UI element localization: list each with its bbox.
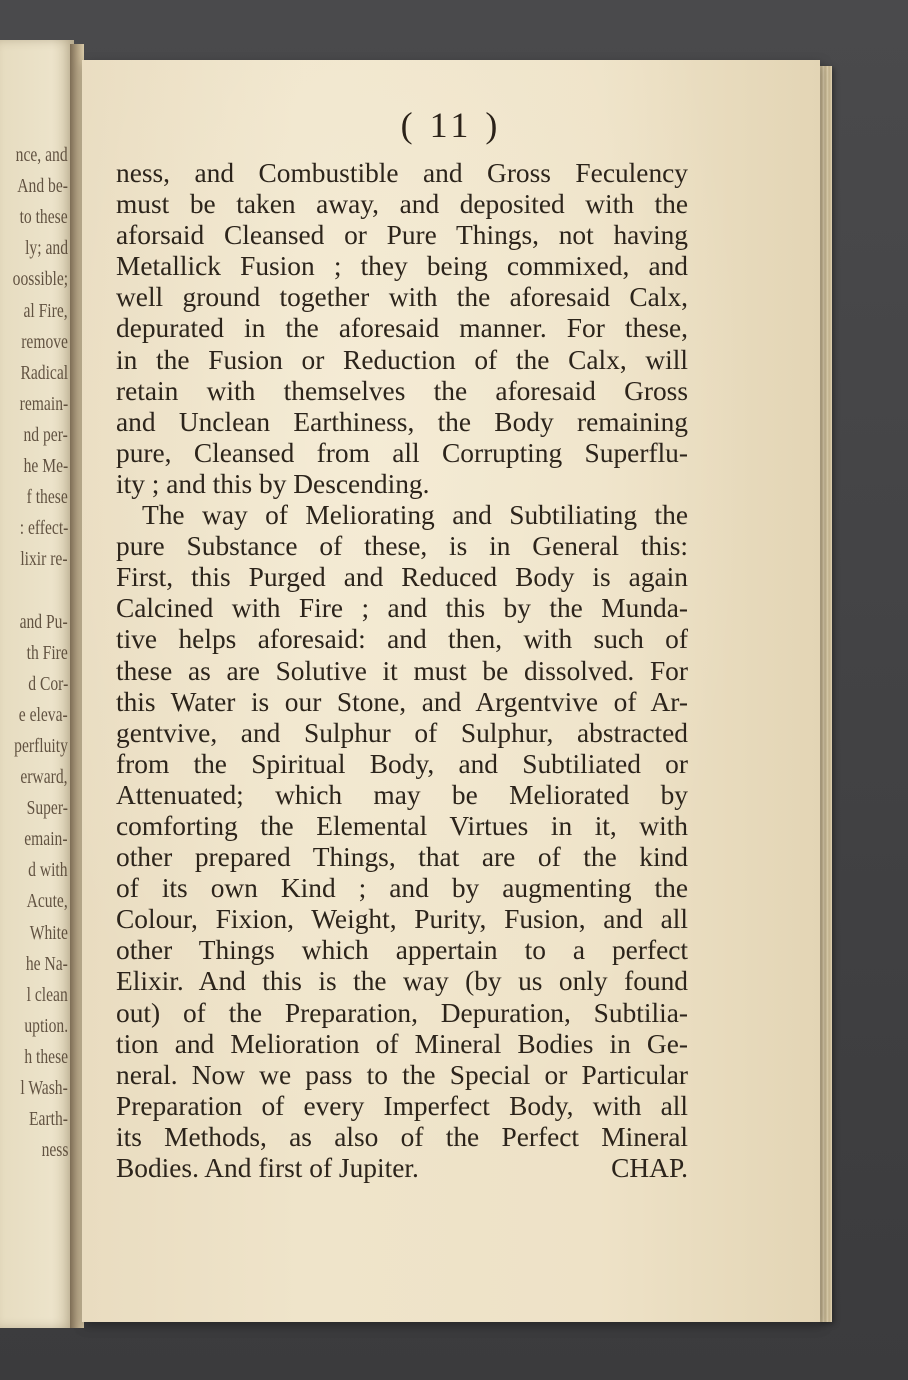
body-text bbox=[116, 158, 688, 1184]
text-line: aforsaid Cleansed or Pure Things, not having bbox=[116, 220, 688, 251]
facing-page-fragment: emain- bbox=[24, 828, 68, 851]
facing-page-fragment: Acute, bbox=[26, 890, 68, 913]
facing-page-fragment: White bbox=[29, 921, 68, 944]
facing-page-fragment: oossible; bbox=[12, 268, 68, 291]
page-number: ( 11 ) bbox=[400, 105, 502, 145]
text-line: pure, Cleansed from all Corrupting Superflu- bbox=[116, 437, 688, 468]
facing-page-fragment: to these bbox=[19, 206, 68, 229]
facing-page-fragment: Earth- bbox=[29, 1108, 68, 1131]
text-line: pure Substance of these, is in General this: bbox=[116, 531, 688, 562]
text-line: from the Spiritual Body, and Subtiliated or bbox=[116, 748, 688, 779]
text-line: gentvive, and Sulphur of Sulphur, abstracted bbox=[116, 717, 688, 748]
facing-page-fragment: h these bbox=[24, 1045, 68, 1068]
text-line: in the Fusion or Reduction of the Calx, will bbox=[116, 344, 688, 375]
text-line: its Methods, as also of the Perfect Mineral bbox=[116, 1121, 688, 1152]
facing-page-fragment: f these bbox=[26, 486, 68, 509]
facing-page-fragment: perfluity bbox=[14, 734, 68, 757]
text-line: of its own Kind ; and by augmenting the bbox=[116, 873, 688, 904]
facing-page-fragment: he Na- bbox=[25, 952, 68, 975]
text-line: Colour, Fixion, Weight, Purity, Fusion, and all bbox=[116, 904, 688, 935]
text-line: these as are Solutive it must be dissolved. For bbox=[116, 655, 688, 686]
text-line: comforting the Elemental Virtues in it, with bbox=[116, 810, 688, 841]
facing-page-edge bbox=[0, 40, 74, 1328]
text-line: out) of the Preparation, Depuration, Subtilia- bbox=[116, 997, 688, 1028]
text-line: Metallick Fusion ; they being commixed, and bbox=[116, 251, 688, 282]
facing-page-fragment: lixir re- bbox=[20, 548, 68, 571]
facing-page-fragment: and Pu- bbox=[19, 610, 68, 633]
facing-page-fragment: remove bbox=[21, 330, 68, 353]
text-line: other prepared Things, that are of the kind bbox=[116, 842, 688, 873]
facing-page-fragment: uption. bbox=[24, 1014, 68, 1037]
facing-page-fragment: And be- bbox=[17, 175, 68, 198]
facing-page-fragment: ness bbox=[41, 1139, 68, 1162]
text-line: must be taken away, and deposited with the bbox=[116, 189, 688, 220]
text-line: and Unclean Earthiness, the Body remaining bbox=[116, 406, 688, 437]
facing-page-fragment: Radical bbox=[20, 361, 68, 384]
facing-page-fragment: l clean bbox=[26, 983, 68, 1006]
text-line: Calcined with Fire ; and this by the Munda- bbox=[116, 593, 688, 624]
text-line: ness, and Combustible and Gross Feculency bbox=[116, 158, 688, 188]
text-line: neral. Now we pass to the Special or Particular bbox=[116, 1059, 688, 1090]
facing-page-fragment: remain- bbox=[19, 392, 68, 415]
facing-page-fragment: erward, bbox=[20, 766, 68, 788]
text-line: ity ; and this by Descending. bbox=[116, 468, 430, 499]
page-stack-edge bbox=[818, 66, 832, 1322]
facing-page-fragment: th Fire bbox=[26, 641, 68, 664]
facing-page-fragment: ly; and bbox=[25, 237, 68, 260]
text-line: this Water is our Stone, and Argentvive of Ar- bbox=[116, 686, 688, 717]
text-line: tion and Melioration of Mineral Bodies in Ge- bbox=[116, 1028, 688, 1059]
facing-page-fragment: l Wash- bbox=[20, 1077, 68, 1099]
book-page bbox=[82, 60, 820, 1322]
facing-page-fragment: Super- bbox=[26, 797, 68, 820]
text-line: other Things which appertain to a perfect bbox=[116, 935, 688, 966]
text-line: The way of Meliorating and Subtiliating the bbox=[142, 500, 688, 531]
facing-page-fragment: d Cor- bbox=[28, 672, 68, 695]
facing-page-fragment: he Me- bbox=[23, 455, 68, 477]
text-line: First, this Purged and Reduced Body is again bbox=[116, 562, 688, 593]
facing-page-fragment: nce, and bbox=[16, 144, 68, 166]
text-line: Elixir. And this is the way (by us only found bbox=[116, 966, 688, 997]
text-line: Attenuated; which may be Meliorated by bbox=[116, 779, 688, 810]
text-line: Preparation of every Imperfect Body, with all bbox=[116, 1090, 688, 1121]
text-line: well ground together with the aforesaid Calx, bbox=[116, 282, 688, 313]
facing-page-fragment: al Fire, bbox=[23, 299, 68, 322]
final-line bbox=[116, 1153, 688, 1184]
text-line: Bodies. And first of Jupiter. bbox=[116, 1153, 419, 1183]
facing-page-fragment: nd per- bbox=[23, 423, 68, 446]
facing-page-fragment: : effect- bbox=[19, 517, 68, 540]
text-line: depurated in the aforesaid manner. For these, bbox=[116, 313, 688, 344]
facing-page-fragment: e eleva- bbox=[19, 703, 68, 726]
facing-page-fragment: d with bbox=[28, 859, 68, 882]
text-line: retain with themselves the aforesaid Gross bbox=[116, 375, 688, 406]
text-line: tive helps aforesaid: and then, with such of bbox=[116, 624, 688, 655]
catchword: CHAP. bbox=[611, 1153, 688, 1183]
